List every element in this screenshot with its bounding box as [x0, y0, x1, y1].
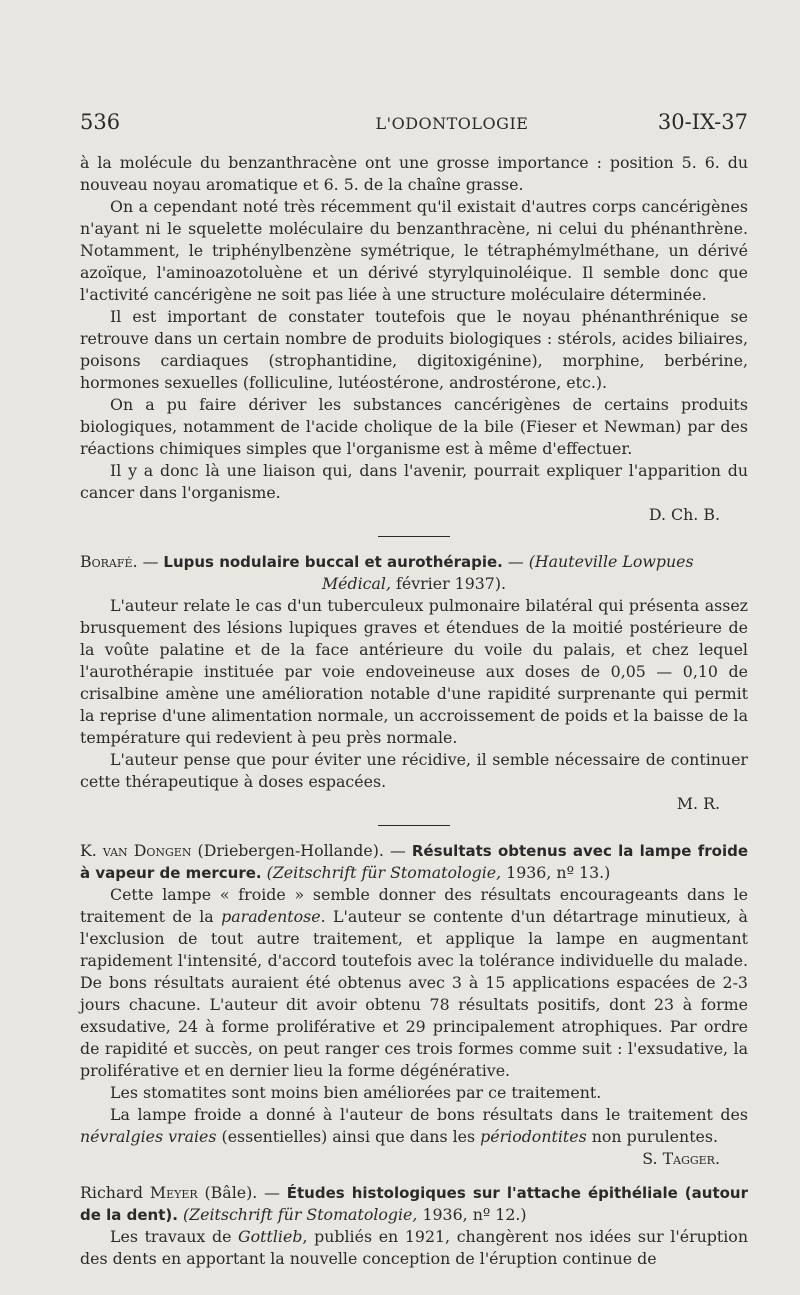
paragraph: Il y a donc là une liaison qui, dans l'avenir, pourrait expliquer l'apparition du cancer dans l'organisme. — [80, 461, 748, 502]
paragraph: Cette lampe « froide » semble donner des résultats encourageants dans le traitement de la paradentose. L'auteur se contente d'un détartrage minutieux, à l'exclusion de tout autre traitement, et applique la lampe en augmentant rapidement l'intensité, d'accord toutefois avec la tolérance individuelle du malade. De bons résultats auraient été obtenus avec 3 à 15 applications espacées de 2-3 jours chacune. L'auteur dit avoir obtenu 78 résultats positifs, dont 23 à forme exsudative, 24 à forme proliférative et 29 principalement atrophiques. Par ordre de rapidité et succès, on peut ranger ces trois formes comme suit : l'exsudative, la proliférative et en dernier lieu la forme dégénérative. — [80, 885, 748, 1080]
article-source: (Zeitschrift für Stomatologie, — [177, 1205, 418, 1224]
section-divider — [378, 536, 450, 537]
signature: S. Tagger. — [642, 1149, 720, 1168]
page-body — [80, 152, 748, 1270]
article-title: Lupus nodulaire buccal et aurothérapie. — [163, 553, 503, 571]
article-author: K. van Dongen — [80, 841, 192, 860]
article-author: Borafé. — [80, 552, 138, 571]
article-heading: K. van Dongen (Driebergen-Hollande). — Résultats obtenus avec la lampe froide à vapeur de mercure. (Zeitschrift für Stomatologie, 1936, nº 13.) — [80, 841, 748, 882]
signature: M. R. — [676, 794, 720, 813]
article-heading: Borafé. — Lupus nodulaire buccal et aurothérapie. — (Hauteville Lowpues — [80, 552, 694, 571]
paragraph: L'auteur relate le cas d'un tuberculeux pulmonaire bilatéral qui présenta assez brusquement des lésions lupiques graves et étendues de la moitié postérieure de la voûte palatine et de la face antérieure du voile du palais, et chez lequel l'aurothérapie instituée par voie endoveineuse aux doses de 0,05 — 0,10 de crisalbine amène une amélioration notable d'une rapidité surprenante qui permit la reprise d'une alimentation normale, un accroissement de poids et la baisse de la température qui redevient à peu près normale. — [80, 596, 748, 747]
paragraph: Les stomatites sont moins bien améliorées par ce traitement. — [110, 1083, 602, 1102]
paragraph: On a pu faire dériver les substances cancérigènes de certains produits biologiques, notamment de l'acide cholique de la bile (Fieser et Newman) par des réactions chimiques simples que l'organisme est à même d'effectuer. — [80, 395, 748, 458]
article-heading: Richard Meyer (Bâle). — Études histologiques sur l'attache épithéliale (autour de la dent). (Zeitschrift für Stomatologie, 1936, nº 12.) — [80, 1183, 748, 1224]
running-header — [80, 110, 748, 140]
article-source: (Zeitschrift für Stomatologie, — [261, 863, 502, 882]
paragraph: La lampe froide a donné à l'auteur de bons résultats dans le traitement des névralgies vraies (essentielles) ainsi que dans les périodontites non purulentes. — [80, 1105, 748, 1146]
journal-title: L'ODONTOLOGIE — [375, 114, 529, 133]
article-author: Meyer — [149, 1183, 198, 1202]
paragraph: On a cependant noté très récemment qu'il existait d'autres corps cancérigènes n'ayant ni le squelette moléculaire du benzanthracène, ni celui du phénanthrène. Notamment, le triphénylbenzène symétrique, le tétraphémylméthane, un dérivé azoïque, l'aminoazotoluène et un dérivé styrylquinoléique. Il semble donc que l'activité cancérigène ne soit pas liée à une structure moléculaire déterminée. — [80, 197, 748, 304]
signature: D. Ch. B. — [648, 505, 720, 524]
article-source: (Hauteville Lowpues — [528, 552, 694, 571]
article-title: Études histologiques sur l'attache épithéliale (autour de la dent). — [80, 1184, 748, 1224]
issue-date: 30-IX-37 — [657, 110, 748, 134]
paragraph: Il est important de constater toutefois que le noyau phénanthrénique se retrouve dans un certain nombre de produits biologiques : stérols, acides biliaires, poisons cardiaques (strophantidine, digitoxigénine), morphine, berbérine, hormones sexuelles (folliculine, lutéostérone, androstérone, etc.). — [80, 307, 748, 392]
article-source-line: Médical, février 1937). — [321, 574, 507, 593]
paragraph: Les travaux de Gottlieb, publiés en 1921, changèrent nos idées sur l'éruption des dents en apportant la nouvelle conception de l'éruption continue de — [80, 1227, 748, 1268]
section-divider — [378, 825, 450, 826]
paragraph: à la molécule du benzanthracène ont une grosse importance : position 5. 6. du nouveau noyau aromatique et 6. 5. de la chaîne grasse. — [80, 153, 748, 194]
paragraph: L'auteur pense que pour éviter une récidive, il semble nécessaire de continuer cette thérapeutique à doses espacées. — [80, 750, 748, 791]
page-number: 536 — [80, 110, 121, 134]
article-title: Résultats obtenus avec la lampe froide à vapeur de mercure. — [80, 842, 748, 882]
